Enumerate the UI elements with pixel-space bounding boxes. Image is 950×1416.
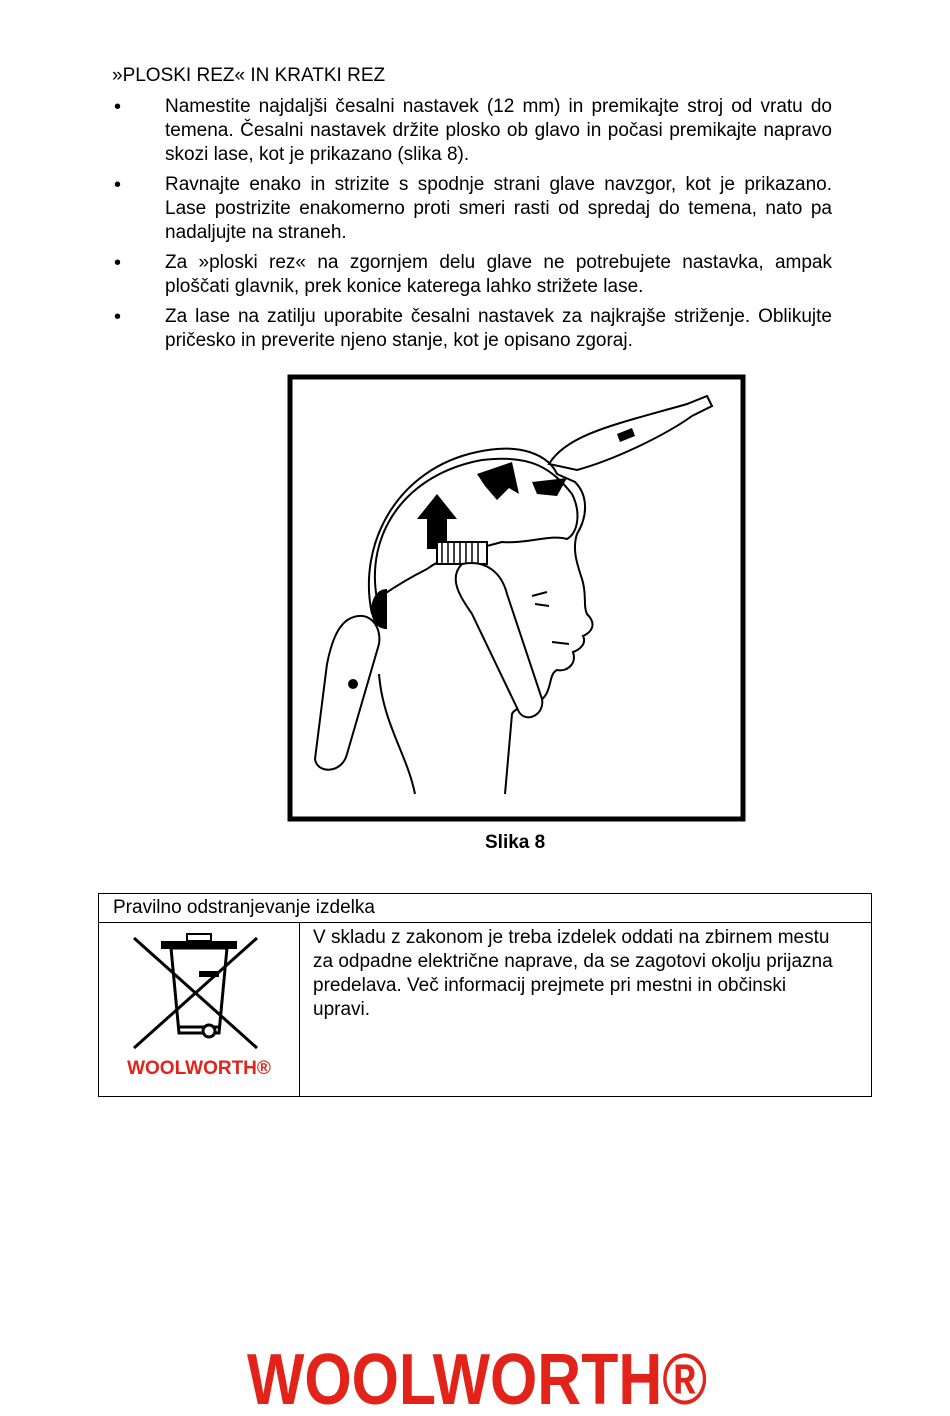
disposal-table: [98, 893, 872, 1097]
disposal-text: V skladu z zakonom je treba izdelek oddati na zbirnem mestu za odpadne električne naprave, da se zagotovi okolju prijazna predelava. Več informacij prejmete pri mestni in občinski upravi.: [313, 927, 833, 1020]
section-heading: »PLOSKI REZ« IN KRATKI REZ: [112, 65, 386, 86]
figure-caption: Slika 8: [485, 832, 546, 853]
disposal-title: Pravilno odstranjevanje izdelka: [99, 894, 871, 923]
footer-logo-text: WOOLWORTH®: [247, 1340, 707, 1416]
disposal-symbol-cell: [99, 923, 300, 1096]
list-item-text: Za lase na zatilju uporabite česalni nastavek za najkrajše striženje. Oblikujte pričesko in preverite njeno stanje, kot je opisano zgoraj.: [165, 306, 832, 351]
list-item: [112, 251, 832, 299]
bullet-icon: •: [114, 174, 122, 196]
woolworth-logo: [0, 1340, 950, 1416]
crossed-bin-icon: [99, 923, 299, 1095]
haircut-illustration: [287, 374, 746, 822]
list-item-text: Za »ploski rez« na zgornjem delu glave ne potrebujete nastavka, ampak ploščati glavnik, prek konice katerega lahko strižete lase.: [165, 252, 832, 297]
bullet-icon: •: [114, 96, 122, 118]
bullet-icon: •: [114, 306, 122, 328]
list-item: [112, 95, 832, 167]
instruction-list: [112, 95, 832, 359]
woolworth-logo: WOOLWORTH®: [127, 1058, 271, 1079]
list-item-text: Namestite najdaljši česalni nastavek (12 mm) in premikajte stroj od vratu do temena. Česalni nastavek držite plosko ob glavo in počasi premikajte napravo skozi lase, kot je prikazano (slika 8).: [165, 96, 832, 165]
list-item-text: Ravnajte enako in strizite s spodnje strani glave navzgor, kot je prikazano. Lase postrizite enakomerno proti smeri rasti od spredaj do temena, nato pa nadaljujte na straneh.: [165, 174, 832, 243]
list-item: [112, 173, 832, 245]
bullet-icon: •: [114, 252, 122, 274]
list-item: [112, 305, 832, 353]
